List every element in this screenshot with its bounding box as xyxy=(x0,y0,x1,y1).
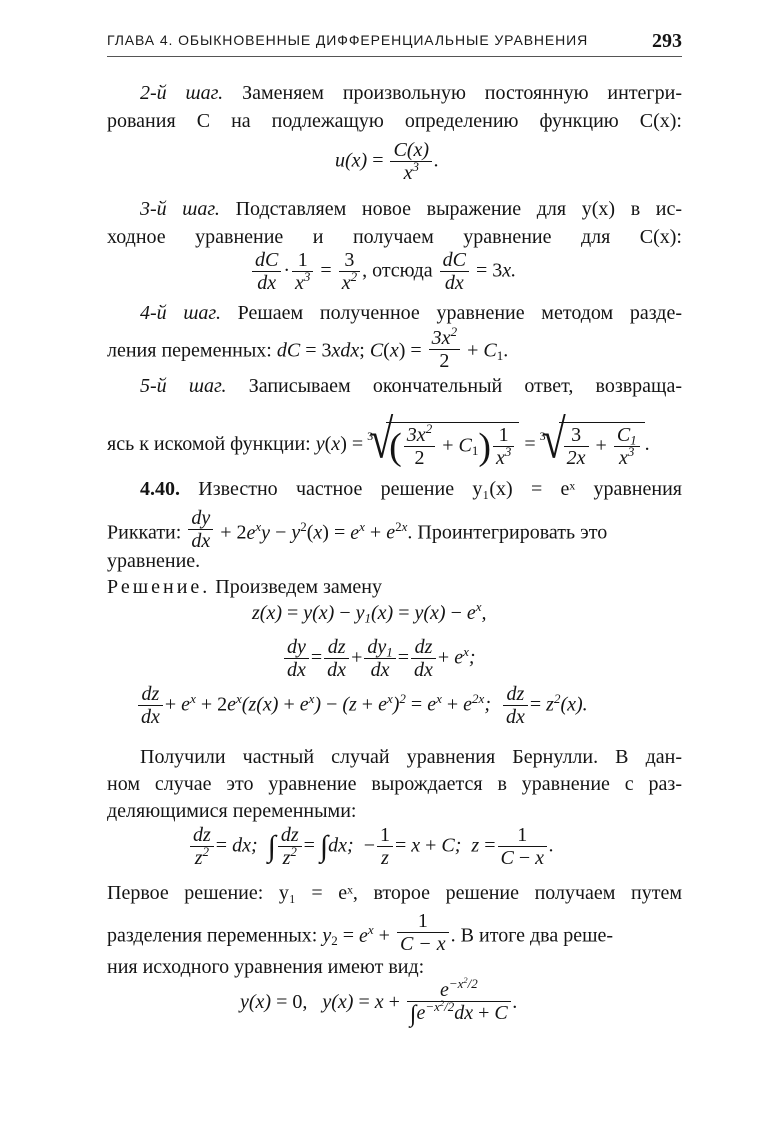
first-solution-line3: ния исходного уравнения имеют вид: xyxy=(107,956,425,978)
step3-line2: ходное уравнение и получаем уравнение для C(x): xyxy=(107,226,682,248)
step3-line1: 3-й шаг. Подставляем новое выражение для y(x) в ис- xyxy=(140,198,683,220)
formula-substitution: $\frac{dC}{dx}$ · $\frac{1}{x^3}$ = $\frac{3}{x^2}$ , отсюда $\frac{dC}{dx}$ = 3x. xyxy=(250,250,516,294)
page-number: 293 xyxy=(652,30,682,52)
solution-label: Решение. xyxy=(107,576,211,598)
first-solution-line2: разделения переменных: $y_2 = e^x$ + $\frac{1}{C - x}$ . В итоге два реше- xyxy=(107,910,614,955)
step4-label: 4-й шаг. xyxy=(140,302,221,324)
header-rule xyxy=(107,56,682,57)
step5-line1: 5-й шаг. Записываем окончательный ответ, возвраща- xyxy=(140,375,682,397)
solution-line1: Решение. Произведем замену xyxy=(107,576,383,598)
step5-line2: ясь к искомой функции: y(x) = √ 3 ( $\frac{3x^2}{2}$ + $C_1$) $\frac{1}{x^3}$ = √ 3 $\frac{3}{2x}$ + $\frac{C_1}{x^3}$ . xyxy=(107,422,682,469)
bernoulli-line2: ном случае это уравнение вырождается в уравнение с раз- xyxy=(107,773,682,795)
running-header xyxy=(107,28,682,54)
problem-line2: Риккати: $\frac{dy}{dx}$ + $2e^xy - y^2(x) = e^x + e^{2x}$. Проинтегрировать это xyxy=(107,507,608,552)
formula-bernoulli: $\frac{dz}{dx}$ + $e^x + 2e^x(z(x) + e^x) - (z + e^x)^2 = e^x + e^{2x}$; $\frac{dz}{dx}$ = $z^2(x)$. xyxy=(136,684,588,728)
step4-line1: 4-й шаг. Решаем полученное уравнение методом разде- xyxy=(140,302,682,324)
problem-line1: 4.40. Известно частное решение y₁(x) = eˣ уравнения xyxy=(140,478,682,500)
formula-derivative: $\frac{dy}{dx}$ = $\frac{dz}{dx}$ + $\frac{dy_1}{dx}$ = $\frac{dz}{dx}$ + $e^x$; xyxy=(282,637,476,681)
problem-number: 4.40. xyxy=(140,478,180,500)
first-solution-line1: Первое решение: y₁ = eˣ, второе решение получаем путем xyxy=(107,882,682,904)
bernoulli-line1: Получили частный случай уравнения Бернулли. В дан- xyxy=(140,746,682,768)
step2-line2: рования C на подлежащую определению функцию C(x): xyxy=(107,110,682,132)
problem-line3: уравнение. xyxy=(107,550,201,572)
formula-final: y(x) = 0, y(x) = x + $\frac{e^{-x^2/2}}{\int e^{-x^2/2}dx + C}$ . xyxy=(240,975,518,1028)
step2-label: 2-й шаг. xyxy=(140,82,224,104)
bernoulli-line3: деляющимися переменными: xyxy=(107,800,357,822)
step4-line2: ления переменных: dC = 3xdx; C(x) = $\frac{3x^2}{2}$ + $C_1$. xyxy=(107,324,509,372)
formula-u-of-x: u(x) = $\frac{C(x)}{x^3}$ . xyxy=(335,139,440,184)
formula-separation: $\frac{dz}{z^2}$ = dx; ∫ $\frac{dz}{z^2}$ = ∫dx; − $\frac{1}{z}$ = x + C; z = $\frac{1}{C - x}$ . xyxy=(188,825,554,869)
step2-line1: 2-й шаг. Заменяем произвольную постоянную интегри- xyxy=(140,82,682,104)
step3-label: 3-й шаг. xyxy=(140,198,220,220)
formula-substitution-z: $z(x) = y(x) - y_1(x) = y(x) - e^x$, xyxy=(252,599,487,626)
word-otsyuda: отсюда xyxy=(372,259,433,282)
step5-label: 5-й шаг. xyxy=(140,375,227,397)
chapter-title: ГЛАВА 4. ОБЫКНОВЕННЫЕ ДИФФЕРЕНЦИАЛЬНЫЕ УРАВНЕНИЯ xyxy=(107,32,589,48)
